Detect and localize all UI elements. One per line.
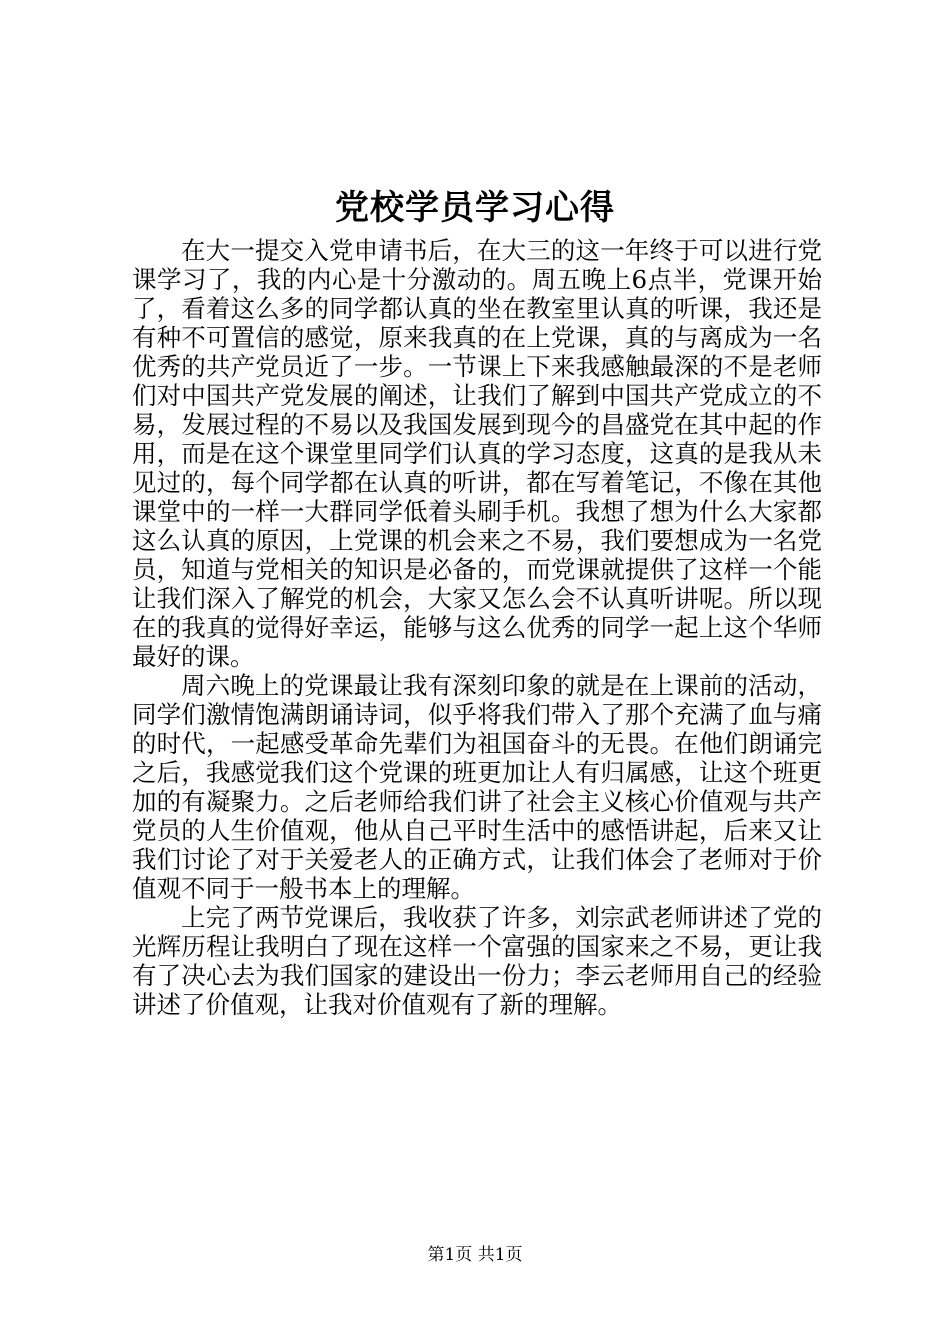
document-title: 党校学员学习心得 [335,188,615,228]
paragraph-3: 上完了两节党课后，我收获了许多，刘宗武老师讲述了党的光辉历程让我明白了现在这样一个富强的国家来之不易，更让我有了决心去为我们国家的建设出一份力；李云老师用自己的经验讲述了价值观，让我对价值观有了新的理解。 [132,903,822,1019]
paragraph-1: 在大一提交入党申请书后，在大三的这一年终于可以进行党课学习了，我的内心是十分激动的。周五晚上6点半，党课开始了，看着这么多的同学都认真的坐在教室里认真的听课，我还是有种不可置信的感觉，原来我真的在上党课，真的与离成为一名优秀的共产党员近了一步。一节课上下来我感触最深的不是老师们对中国共产党发展的阐述，让我们了解到中国共产党成立的不易，发展过程的不易以及我国发展到现今的昌盛党在其中起的作用，而是在这个课堂里同学们认真的学习态度，这真的是我从未见过的，每个同学都在认真的听讲，都在写着笔记，不像在其他课堂中的一样一大群同学低着头刷手机。我想了想为什么大家都这么认真的原因，上党课的机会来之不易，我们要想成为一名党员，知道与党相关的知识是必备的，而党课就提供了这样一个能让我们深入了解党的机会，大家又怎么会不认真听讲呢。所以现在的我真的觉得好幸运，能够与这么优秀的同学一起上这个华师最好的课。 [132,236,822,671]
page-footer: 第1页 共1页 [427,1245,523,1265]
paragraph-2: 周六晚上的党课最让我有深刻印象的就是在上课前的活动，同学们激情饱满朗诵诗词，似乎将我们带入了那个充满了血与痛的时代，一起感受革命先辈们为祖国奋斗的无畏。在他们朗诵完之后，我感觉我们这个党课的班更加让人有归属感，让这个班更加的有凝聚力。之后老师给我们讲了社会主义核心价值观与共产党员的人生价值观，他从自己平时生活中的感悟讲起，后来又让我们讨论了对于关爱老人的正确方式，让我们体会了老师对于价值观不同于一般书本上的理解。 [132,671,822,903]
document-body [132,236,822,1019]
